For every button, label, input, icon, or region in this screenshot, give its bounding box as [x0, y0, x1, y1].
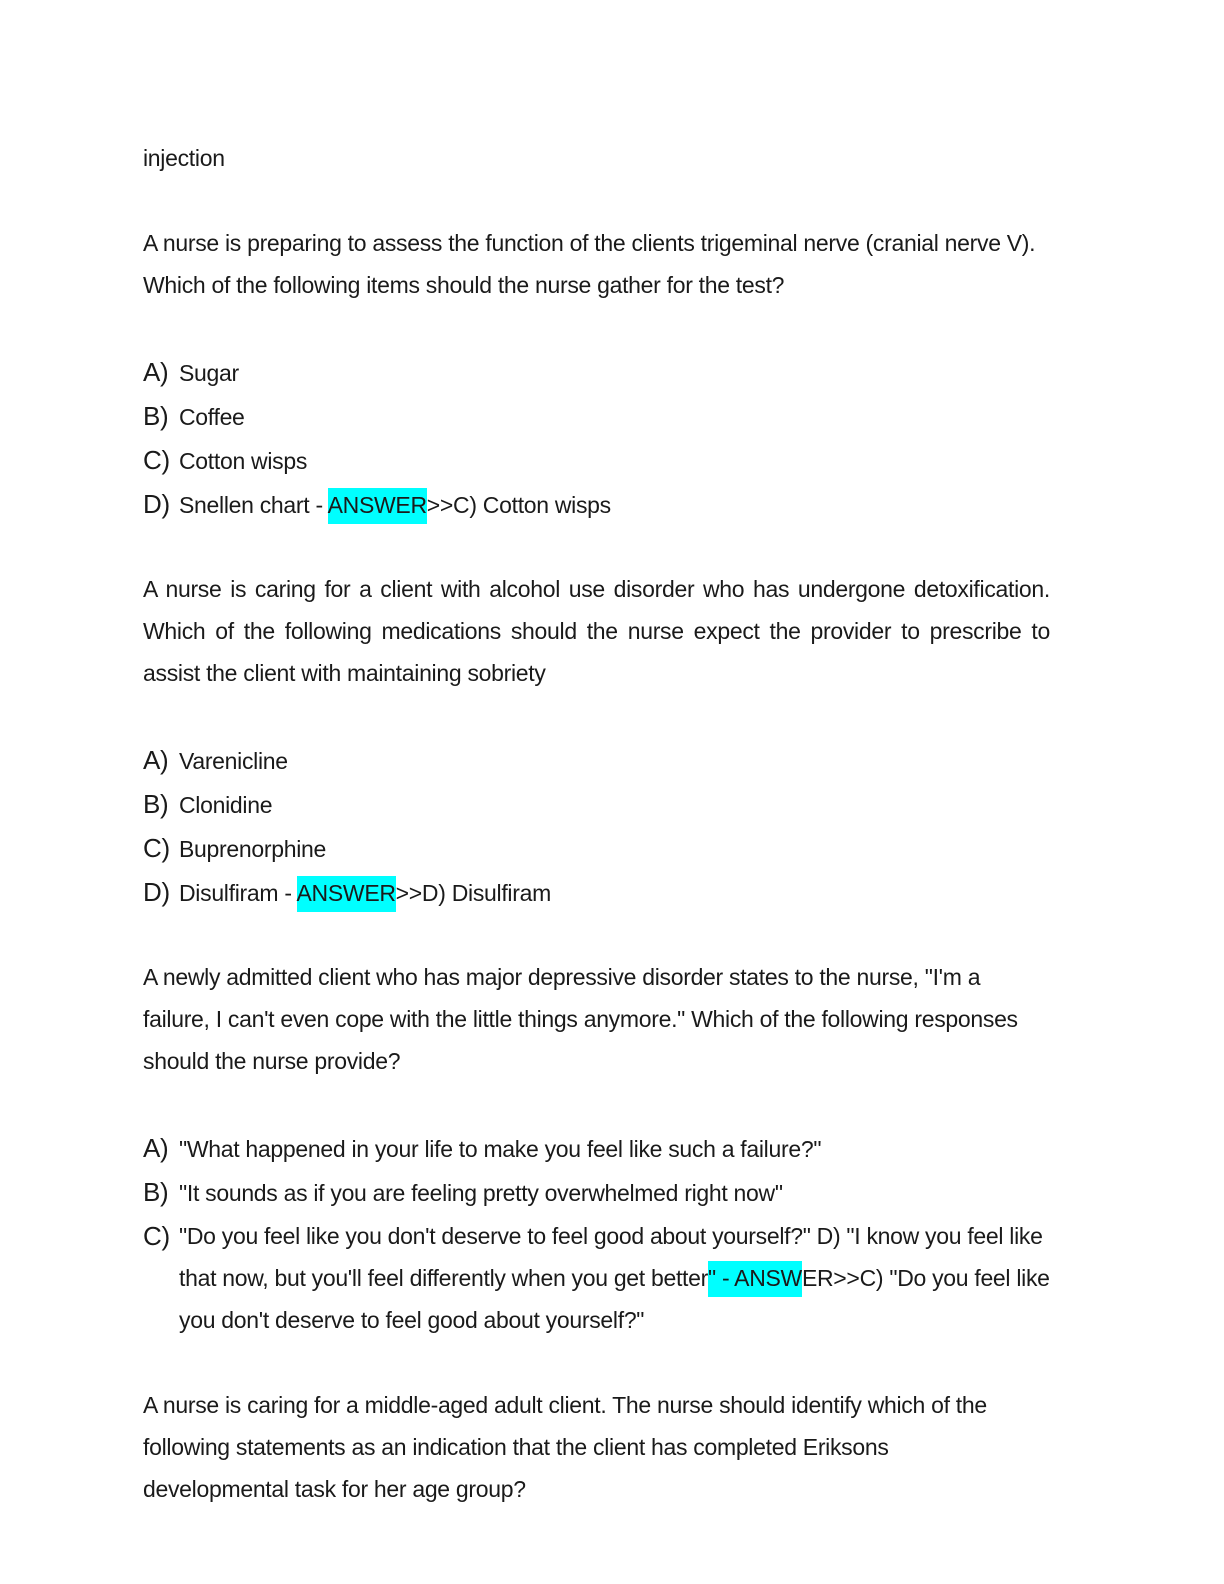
answer-pre-text: er: [688, 1265, 709, 1291]
option-letter: A): [143, 1133, 169, 1163]
option-letter: C): [143, 445, 170, 475]
q3-option-a: [143, 1126, 821, 1171]
option-text: "Do you feel like you don't deserve to feel good about yourself?" D) "I know you feel like that now, but you'll feel differently when you get bett: [179, 1223, 1043, 1291]
q2-option-c: [143, 826, 326, 871]
option-text: Coffee: [179, 404, 245, 430]
option-body: [179, 1215, 1053, 1341]
option-text: Disulfiram -: [179, 880, 297, 906]
option-text: Snellen chart -: [179, 492, 328, 518]
option-text: Buprenorphine: [179, 836, 326, 862]
q3-option-b: [143, 1170, 783, 1215]
q2-option-b: [143, 782, 272, 827]
answer-highlight: ANSWER: [297, 876, 396, 912]
q2-option-d: [143, 870, 551, 915]
option-letter: B): [143, 1177, 169, 1207]
question-3-text: A newly admitted client who has major depressive disorder states to the nurse, "I'm a failure, I can't even cope with the little things anymore." Which of the following responses should the nurse provide?: [143, 964, 1018, 1074]
answer-text: >>C) Cotton wisps: [426, 492, 611, 518]
question-4-text: A nurse is caring for a middle-aged adult client. The nurse should identify which of the following statements as an indication that the client has completed Eriksons developmental task for her age group?: [143, 1392, 987, 1502]
option-letter: C): [143, 833, 170, 863]
q3-option-c: [143, 1215, 1053, 1341]
option-letter: B): [143, 401, 169, 431]
answer-highlight: ANSWER: [328, 488, 427, 524]
option-text: Cotton wisps: [179, 448, 308, 474]
option-letter: B): [143, 789, 169, 819]
option-text: Varenicline: [179, 748, 288, 774]
q1-option-c: [143, 438, 307, 483]
option-letter: A): [143, 357, 169, 387]
q1-option-d: [143, 482, 611, 527]
option-text: "It sounds as if you are feeling pretty overwhelmed right now": [179, 1180, 783, 1206]
answer-text: ER>>C) "Do you feel like you don't deserve to feel good about yourself?": [179, 1265, 1050, 1333]
answer-highlight: " - ANSW: [708, 1261, 802, 1297]
q2-option-a: [143, 738, 288, 783]
option-letter: D): [143, 489, 170, 519]
option-letter: D): [143, 877, 170, 907]
option-letter: A): [143, 745, 169, 775]
q1-option-b: [143, 394, 245, 439]
question-1-text: A nurse is preparing to assess the function of the clients trigeminal nerve (cranial nerve V). Which of the following items should the nurse gather for the test?: [143, 230, 1036, 298]
option-letter: C): [143, 1221, 170, 1251]
option-text: Clonidine: [179, 792, 273, 818]
option-text: "What happened in your life to make you feel like such a failure?": [179, 1136, 822, 1162]
question-2-text: A nurse is caring for a client with alcohol use disorder who has undergone detoxification. Which of the following medications should the nurse expect the provider to prescribe to assist the client with maintaining sobriety: [143, 576, 1050, 686]
q1-option-a: [143, 350, 239, 395]
top-fragment-text: injection: [143, 145, 225, 171]
option-text: Sugar: [179, 360, 239, 386]
answer-text: >>D) Disulfiram: [395, 880, 551, 906]
